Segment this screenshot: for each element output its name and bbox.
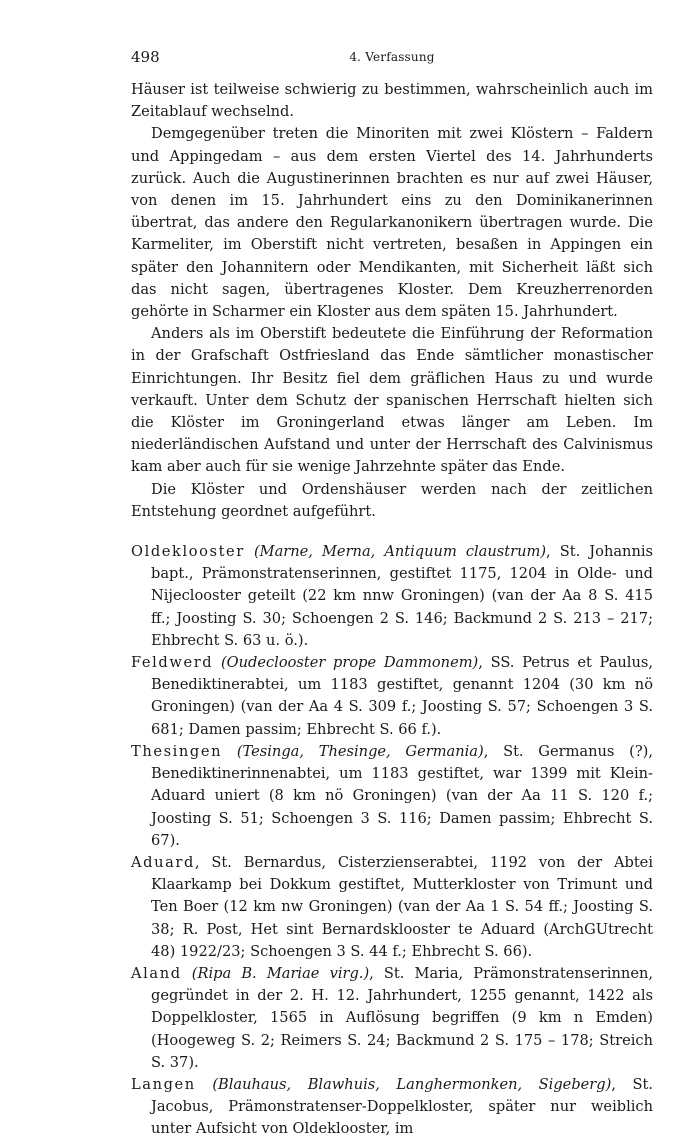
monastery-entry [131,963,653,1074]
monastery-description: , St. Johannis bapt., Prämonstratenserinnen, gestiftet 1175, 1204 in Olde- und Nijeclooster geteilt (22 km nnw Groningen) (van der Aa 8 S. 415 ff.; Joosting S. 30; Schoengen 2 S. 146; Backmund 2 S. 213 – 217; Ehbrecht S. 63 u. ö.). [151,543,653,649]
paragraph: Demgegenüber treten die Minoriten mit zwei Klöstern – Faldern und Appingedam – aus dem ersten Viertel des 14. Jahrhunderts zurück. Auch die Augustinerinnen brachten es nur auf zwei Häuser, von denen im 15. Jahrhundert eins zu den Dominikanerinnen übertrat, das andere den Regularkanonikern übertragen wurde. Die Karmeliter, im Oberstift nicht vertreten, besaßen in Appingen ein später den Johannitern oder Mendikanten, mit Sicherheit läßt sich das nicht sagen, übertragenes Kloster. Dem Kreuzherrenorden gehörte in Scharmer ein Kloster aus dem späten 15. Jahrhundert. [131,125,653,321]
monastery-name: Aduard [131,853,195,871]
monastery-alias: (Marne, Merna, Antiquum claustrum) [253,543,547,561]
monastery-name: Feldwerd [131,654,214,672]
monastery-entry [131,541,653,652]
monastery-entry [131,1074,653,1141]
monastery-name: Aland [131,964,182,982]
monastery-description: , St. Germanus (?), Benediktinerinnenabtei, um 1183 gestiftet, war 1399 mit Klein-Aduard uniert (8 km nö Groningen) (van der Aa 11 S. 120 f.; Joosting S. 51; Schoengen 3 S. 116; Damen passim; Ehbrecht S. 67). [151,742,653,849]
monastery-description: , St. Maria, Prämonstratenserinnen, gegründet in der 2. H. 12. Jahrhundert, 1255 genannt, 1422 als Doppelkloster, 1565 in Auflösung begriffen (9 km n Emden) (Hoogeweg S. 2; Reimers S. 24; Backmund 2 S. 175 – 178; Streich S. 37). [151,964,653,1071]
monastery-alias: (Blauhaus, Blawhuis, Langhermonken, Sigeberg) [212,1075,612,1093]
monastery-alias: (Ripa B. Mariae virg.) [191,964,370,982]
monastery-name: Langen [131,1075,196,1093]
page-body [131,79,653,1141]
running-head: 4. Verfassung [349,50,435,64]
monastery-alias: (Oudeclooster prope Dammonem) [220,654,479,672]
page-number: 498 [131,48,160,66]
monastery-list [131,541,653,1140]
monastery-alias: (Tesinga, Thesinge, Germania) [236,742,484,760]
paragraph: Anders als im Oberstift bedeutete die Einführung der Reformation in der Grafschaft Ostfriesland das Ende sämtlicher monastischer Einrichtungen. Ihr Besitz fiel dem gräflichen Haus zu und wurde verkauft. Unter dem Schutz der spanischen Herrschaft hielten sich die Klöster im Groningerland etwas länger am Leben. Im niederländischen Aufstand und unter der Herrschaft des Calvinismus kam aber auch für sie wenige Jahrzehnte später das Ende. [131,325,653,476]
paragraph: Häuser ist teilweise schwierig zu bestimmen, wahrscheinlich auch im Zeitablauf wechselnd. [131,81,653,121]
monastery-entry [131,741,653,852]
monastery-name: Thesingen [131,742,223,760]
monastery-description: , St. Jacobus, Prämonstratenser-Doppelkloster, später nur weiblich unter Aufsicht von Oldeklooster, im [151,1075,654,1138]
monastery-description: , SS. Petrus et Paulus, Benediktinerabtei, um 1183 gestiftet, genannt 1204 (30 km nö Groningen) (van der Aa 4 S. 309 f.; Joosting S. 57; Schoengen 3 S. 681; Damen passim; Ehbrecht S. 66 f.). [151,654,653,738]
paragraph: Die Klöster und Ordenshäuser werden nach der zeitlichen Entstehung geordnet aufgeführt. [131,480,653,520]
monastery-name: Oldeklooster [131,543,245,561]
monastery-entry [131,852,653,963]
page-header [131,48,653,68]
monastery-entry [131,652,653,741]
monastery-description: , St. Bernardus, Cisterzienserabtei, 1192 von der Abtei Klaarkamp bei Dokkum gestiftet, Mutterkloster von Trimunt und Ten Boer (12 km nw Groningen) (van der Aa 1 S. 54 ff.; Joosting S. 38; R. Post, Het sint Bernardsklooster te Aduard (ArchGUtrecht 48) 1922/23; Schoengen 3 S. 44 f.; Ehbrecht S. 66). [151,853,653,960]
